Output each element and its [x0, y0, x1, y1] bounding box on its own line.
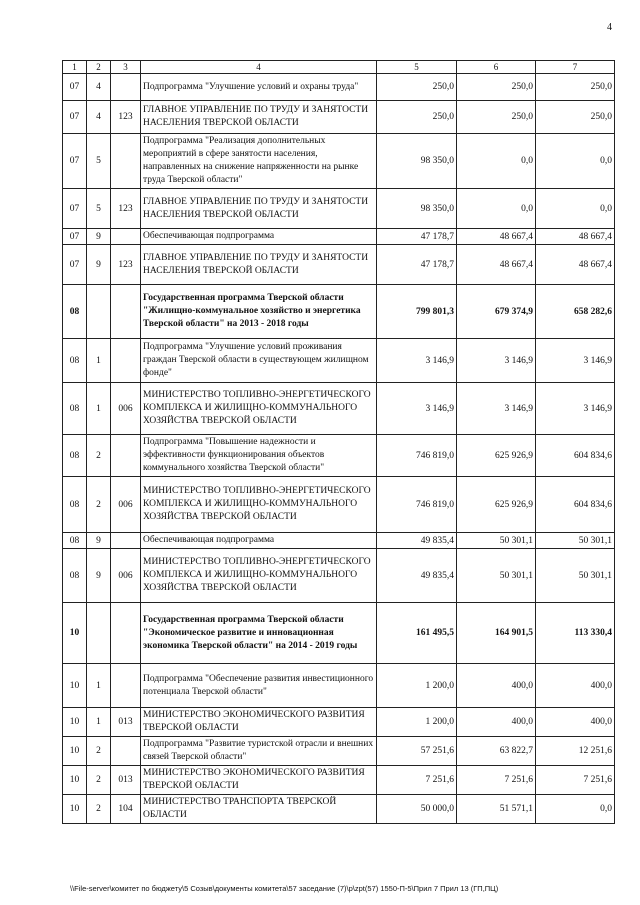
row-value-col5: 49 835,4 [377, 549, 457, 603]
row-code-section: 10 [63, 737, 87, 766]
table-row [63, 101, 615, 134]
row-code-section: 10 [63, 766, 87, 795]
row-value-col6: 625 926,9 [457, 477, 536, 533]
row-value-col5: 799 801,3 [377, 285, 457, 339]
row-value-col5: 1 200,0 [377, 708, 457, 737]
row-code-section: 10 [63, 708, 87, 737]
col-header-3: 3 [111, 61, 141, 74]
table-row [63, 603, 615, 664]
row-name: ГЛАВНОЕ УПРАВЛЕНИЕ ПО ТРУДУ И ЗАНЯТОСТИ НАСЕЛЕНИЯ ТВЕРСКОЙ ОБЛАСТИ [141, 245, 377, 285]
col-header-7: 7 [536, 61, 615, 74]
row-code-section: 10 [63, 795, 87, 824]
row-code-administrator: 013 [111, 766, 141, 795]
page-number: 4 [607, 22, 612, 33]
row-code-subprogram [87, 285, 111, 339]
row-name: Подпрограмма "Улучшение условий и охраны труда" [141, 74, 377, 101]
row-name: Подпрограмма "Улучшение условий проживания граждан Тверской области в существующем жилищном фонде" [141, 339, 377, 383]
row-value-col6: 63 822,7 [457, 737, 536, 766]
row-code-section: 10 [63, 664, 87, 708]
header-row [63, 61, 615, 74]
table-row [63, 477, 615, 533]
row-value-col6: 679 374,9 [457, 285, 536, 339]
row-code-subprogram: 4 [87, 101, 111, 134]
row-code-section: 07 [63, 245, 87, 285]
col-header-5: 5 [377, 61, 457, 74]
row-value-col6: 50 301,1 [457, 533, 536, 549]
row-value-col6: 400,0 [457, 664, 536, 708]
row-value-col5: 57 251,6 [377, 737, 457, 766]
row-name: МИНИСТЕРСТВО ЭКОНОМИЧЕСКОГО РАЗВИТИЯ ТВЕРСКОЙ ОБЛАСТИ [141, 708, 377, 737]
row-code-administrator: 006 [111, 477, 141, 533]
row-code-section: 07 [63, 134, 87, 189]
row-code-administrator [111, 533, 141, 549]
row-value-col5: 98 350,0 [377, 134, 457, 189]
table-row [63, 435, 615, 477]
row-value-col7: 12 251,6 [536, 737, 615, 766]
row-code-section: 07 [63, 189, 87, 229]
col-header-6: 6 [457, 61, 536, 74]
row-value-col6: 51 571,1 [457, 795, 536, 824]
row-value-col6: 0,0 [457, 134, 536, 189]
row-name: ГЛАВНОЕ УПРАВЛЕНИЕ ПО ТРУДУ И ЗАНЯТОСТИ НАСЕЛЕНИЯ ТВЕРСКОЙ ОБЛАСТИ [141, 101, 377, 134]
col-header-4: 4 [141, 61, 377, 74]
table-row [63, 134, 615, 189]
row-value-col6: 250,0 [457, 101, 536, 134]
row-code-section: 07 [63, 101, 87, 134]
row-value-col7: 113 330,4 [536, 603, 615, 664]
row-value-col5: 98 350,0 [377, 189, 457, 229]
row-code-subprogram: 2 [87, 737, 111, 766]
row-value-col7: 400,0 [536, 708, 615, 737]
row-value-col5: 50 000,0 [377, 795, 457, 824]
row-value-col6: 625 926,9 [457, 435, 536, 477]
row-code-subprogram: 9 [87, 229, 111, 245]
row-name: Обеспечивающая подпрограмма [141, 229, 377, 245]
row-value-col6: 3 146,9 [457, 383, 536, 435]
row-name: Государственная программа Тверской области "Экономическое развитие и инновационная экономика Тверской области" на 2014 - 2019 годы [141, 603, 377, 664]
row-code-section: 08 [63, 339, 87, 383]
row-code-administrator [111, 229, 141, 245]
row-name: ГЛАВНОЕ УПРАВЛЕНИЕ ПО ТРУДУ И ЗАНЯТОСТИ НАСЕЛЕНИЯ ТВЕРСКОЙ ОБЛАСТИ [141, 189, 377, 229]
row-name: Обеспечивающая подпрограмма [141, 533, 377, 549]
col-header-2: 2 [87, 61, 111, 74]
row-value-col7: 50 301,1 [536, 549, 615, 603]
row-name: МИНИСТЕРСТВО ЭКОНОМИЧЕСКОГО РАЗВИТИЯ ТВЕРСКОЙ ОБЛАСТИ [141, 766, 377, 795]
row-code-administrator [111, 339, 141, 383]
row-name: Подпрограмма "Реализация дополнительных мероприятий в сфере занятости населения, направленных на снижение напряженности на рынке труда Тверской области" [141, 134, 377, 189]
row-code-administrator: 123 [111, 245, 141, 285]
table-row [63, 74, 615, 101]
row-name: Подпрограмма "Обеспечение развития инвестиционного потенциала Тверской области" [141, 664, 377, 708]
row-value-col5: 161 495,5 [377, 603, 457, 664]
row-name: МИНИСТЕРСТВО ТОПЛИВНО-ЭНЕРГЕТИЧЕСКОГО КОМПЛЕКСА И ЖИЛИЩНО-КОММУНАЛЬНОГО ХОЗЯЙСТВА ТВЕРСКОЙ ОБЛАСТИ [141, 383, 377, 435]
row-code-section: 08 [63, 477, 87, 533]
table-row [63, 189, 615, 229]
row-value-col5: 7 251,6 [377, 766, 457, 795]
table-row [63, 737, 615, 766]
row-value-col6: 250,0 [457, 74, 536, 101]
row-code-administrator: 006 [111, 383, 141, 435]
row-value-col7: 604 834,6 [536, 435, 615, 477]
row-value-col7: 50 301,1 [536, 533, 615, 549]
row-name: МИНИСТЕРСТВО ТОПЛИВНО-ЭНЕРГЕТИЧЕСКОГО КОМПЛЕКСА И ЖИЛИЩНО-КОММУНАЛЬНОГО ХОЗЯЙСТВА ТВЕРСКОЙ ОБЛАСТИ [141, 549, 377, 603]
row-code-subprogram [87, 603, 111, 664]
row-value-col7: 250,0 [536, 101, 615, 134]
row-code-subprogram: 2 [87, 766, 111, 795]
budget-table [62, 60, 615, 824]
row-code-subprogram: 1 [87, 664, 111, 708]
row-code-subprogram: 1 [87, 708, 111, 737]
row-value-col6: 50 301,1 [457, 549, 536, 603]
row-code-administrator: 006 [111, 549, 141, 603]
row-value-col7: 658 282,6 [536, 285, 615, 339]
table-row [63, 229, 615, 245]
row-value-col7: 48 667,4 [536, 229, 615, 245]
row-code-subprogram: 9 [87, 533, 111, 549]
row-name: Подпрограмма "Повышение надежности и эффективности функционирования объектов коммунального хозяйства Тверской области" [141, 435, 377, 477]
row-value-col6: 0,0 [457, 189, 536, 229]
row-code-subprogram: 5 [87, 134, 111, 189]
row-value-col7: 250,0 [536, 74, 615, 101]
row-code-administrator [111, 664, 141, 708]
row-code-administrator: 104 [111, 795, 141, 824]
row-value-col5: 746 819,0 [377, 435, 457, 477]
row-value-col6: 48 667,4 [457, 229, 536, 245]
table-row [63, 795, 615, 824]
row-value-col5: 746 819,0 [377, 477, 457, 533]
row-value-col7: 3 146,9 [536, 383, 615, 435]
row-value-col5: 3 146,9 [377, 339, 457, 383]
row-code-subprogram: 9 [87, 549, 111, 603]
row-code-subprogram: 1 [87, 339, 111, 383]
row-code-administrator [111, 74, 141, 101]
row-value-col7: 0,0 [536, 189, 615, 229]
row-value-col5: 1 200,0 [377, 664, 457, 708]
row-code-subprogram: 5 [87, 189, 111, 229]
row-name: МИНИСТЕРСТВО ТРАНСПОРТА ТВЕРСКОЙ ОБЛАСТИ [141, 795, 377, 824]
row-value-col7: 7 251,6 [536, 766, 615, 795]
row-code-administrator [111, 435, 141, 477]
row-code-administrator: 013 [111, 708, 141, 737]
row-code-section: 08 [63, 549, 87, 603]
row-value-col5: 47 178,7 [377, 229, 457, 245]
row-value-col7: 48 667,4 [536, 245, 615, 285]
row-value-col6: 7 251,6 [457, 766, 536, 795]
row-name: Государственная программа Тверской области "Жилищно-коммунальное хозяйство и энергетика Тверской области" на 2013 - 2018 годы [141, 285, 377, 339]
row-value-col7: 0,0 [536, 795, 615, 824]
row-code-section: 07 [63, 229, 87, 245]
table-row [63, 708, 615, 737]
row-code-section: 07 [63, 74, 87, 101]
row-code-subprogram: 9 [87, 245, 111, 285]
table-row [63, 383, 615, 435]
row-value-col7: 0,0 [536, 134, 615, 189]
col-header-1: 1 [63, 61, 87, 74]
row-code-section: 08 [63, 533, 87, 549]
row-code-subprogram: 2 [87, 435, 111, 477]
row-code-section: 10 [63, 603, 87, 664]
row-value-col5: 250,0 [377, 101, 457, 134]
row-code-administrator [111, 603, 141, 664]
row-code-subprogram: 1 [87, 383, 111, 435]
row-code-administrator: 123 [111, 189, 141, 229]
row-code-section: 08 [63, 435, 87, 477]
row-value-col6: 3 146,9 [457, 339, 536, 383]
table-body [63, 74, 615, 824]
row-code-subprogram: 2 [87, 795, 111, 824]
row-code-section: 08 [63, 285, 87, 339]
row-code-administrator [111, 134, 141, 189]
table-row [63, 285, 615, 339]
file-path-footer: \\File-server\комитет по бюджету\5 Созыв\документы комитета\57 заседание (7)\р\zpt(57) 1550-П-5\Прил 7 Прил 13 (ГП,ПЦ) [70, 884, 499, 893]
row-value-col7: 400,0 [536, 664, 615, 708]
table-row [63, 766, 615, 795]
row-value-col7: 604 834,6 [536, 477, 615, 533]
row-value-col7: 3 146,9 [536, 339, 615, 383]
row-name: Подпрограмма "Развитие туристской отрасли и внешних связей Тверской области" [141, 737, 377, 766]
table-row [63, 533, 615, 549]
row-value-col6: 48 667,4 [457, 245, 536, 285]
row-code-administrator [111, 285, 141, 339]
row-code-subprogram: 4 [87, 74, 111, 101]
row-value-col5: 250,0 [377, 74, 457, 101]
row-value-col6: 164 901,5 [457, 603, 536, 664]
table-row [63, 664, 615, 708]
row-code-administrator: 123 [111, 101, 141, 134]
table-row [63, 339, 615, 383]
row-value-col5: 47 178,7 [377, 245, 457, 285]
row-name: МИНИСТЕРСТВО ТОПЛИВНО-ЭНЕРГЕТИЧЕСКОГО КОМПЛЕКСА И ЖИЛИЩНО-КОММУНАЛЬНОГО ХОЗЯЙСТВА ТВЕРСКОЙ ОБЛАСТИ [141, 477, 377, 533]
row-code-subprogram: 2 [87, 477, 111, 533]
row-code-section: 08 [63, 383, 87, 435]
row-value-col5: 3 146,9 [377, 383, 457, 435]
table-row [63, 549, 615, 603]
table-row [63, 245, 615, 285]
row-code-administrator [111, 737, 141, 766]
row-value-col6: 400,0 [457, 708, 536, 737]
row-value-col5: 49 835,4 [377, 533, 457, 549]
